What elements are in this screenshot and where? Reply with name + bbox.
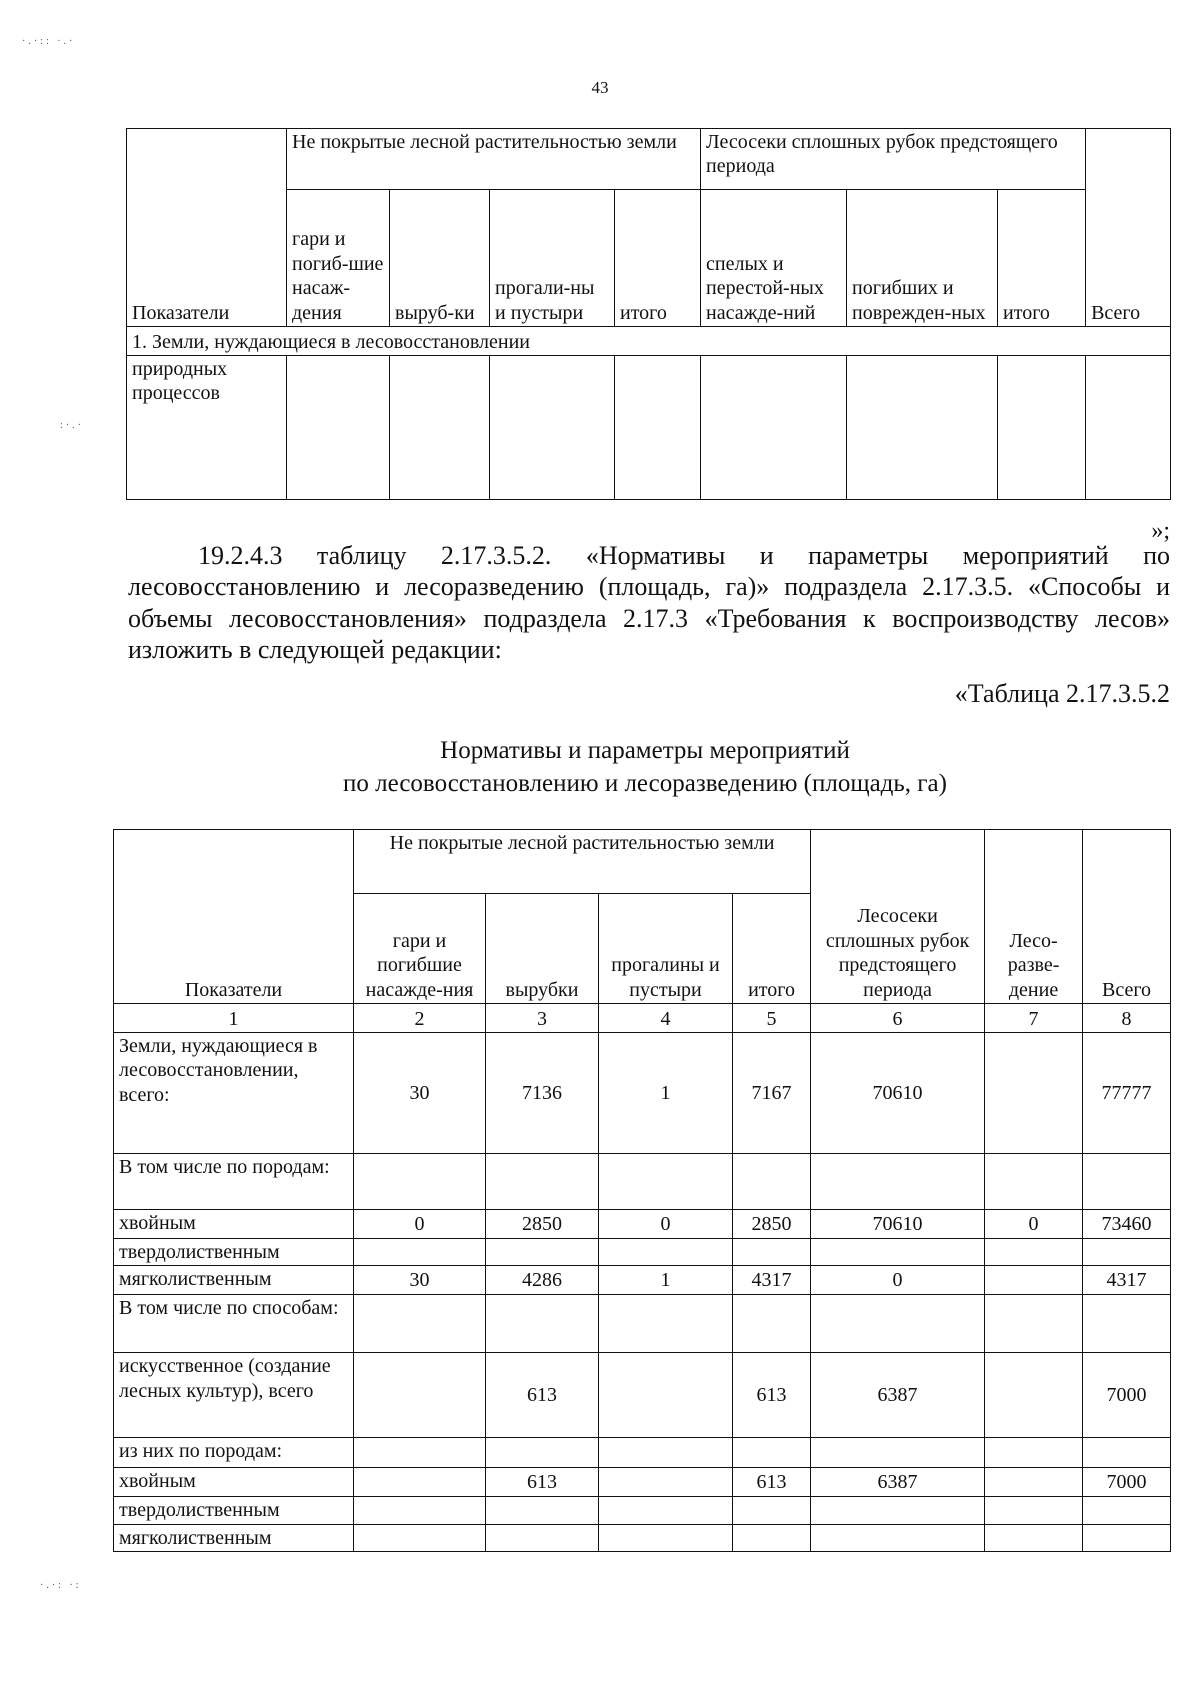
table-cell bbox=[811, 1438, 985, 1468]
table-cell bbox=[486, 1239, 599, 1266]
table-cell bbox=[599, 1154, 733, 1210]
table1-cell bbox=[847, 356, 998, 500]
table-cell: 4317 bbox=[733, 1266, 811, 1295]
table-cell: 4286 bbox=[486, 1266, 599, 1295]
table-label: «Таблица 2.17.3.5.2 bbox=[954, 679, 1170, 708]
table-cell: 7167 bbox=[733, 1033, 811, 1154]
table-cell: 2850 bbox=[733, 1210, 811, 1239]
table-cell bbox=[354, 1353, 486, 1438]
table-cell bbox=[354, 1468, 486, 1497]
table-cell bbox=[486, 1497, 599, 1524]
column-number: 3 bbox=[486, 1004, 599, 1033]
table-cell: 613 bbox=[733, 1468, 811, 1497]
table-cell: 30 bbox=[354, 1266, 486, 1295]
table2-col6-header: Лесосеки сплошных рубок предстоящего периода bbox=[811, 830, 985, 1004]
table2-corner-header: Показатели bbox=[114, 830, 354, 1004]
table1-col-b1: спелых и перестой-ных насажде-ний bbox=[701, 190, 847, 327]
table1-col-a1: гари и погиб-шие насаж-дения bbox=[287, 190, 390, 327]
table1-cell bbox=[701, 356, 847, 500]
column-number: 4 bbox=[599, 1004, 733, 1033]
table1-col-a3: прогали-ны и пустыри bbox=[490, 190, 615, 327]
table-cell: 6387 bbox=[811, 1468, 985, 1497]
row-label: из них по породам: bbox=[114, 1438, 354, 1468]
table1-section-row: 1. Земли, нуждающиеся в лесовосстановлении bbox=[127, 327, 1171, 356]
table-cell bbox=[985, 1524, 1083, 1551]
table-cell: 613 bbox=[486, 1468, 599, 1497]
table-title-line2: по лесовосстановлению и лесоразведению (площадь, га) bbox=[343, 770, 947, 797]
table-cell bbox=[811, 1295, 985, 1353]
table-cell: 7000 bbox=[1083, 1353, 1171, 1438]
table2-col2-header: гари и погибшие насажде-ния bbox=[354, 894, 486, 1004]
row-label: хвойным bbox=[114, 1468, 354, 1497]
table-cell: 6387 bbox=[811, 1353, 985, 1438]
table1-group-b-header: Лесосеки сплошных рубок предстоящего периода bbox=[701, 129, 1086, 190]
table2-col4-header: прогалины и пустыри bbox=[599, 894, 733, 1004]
table-cell bbox=[985, 1468, 1083, 1497]
table-cell: 7000 bbox=[1083, 1468, 1171, 1497]
table-cell: 30 bbox=[354, 1033, 486, 1154]
table1-col-b2: погибших и поврежден-ных bbox=[847, 190, 998, 327]
table-cell bbox=[354, 1239, 486, 1266]
table-cell bbox=[1083, 1497, 1171, 1524]
table-cell: 0 bbox=[599, 1210, 733, 1239]
row-label: хвойным bbox=[114, 1210, 354, 1239]
table1-col-a2: выруб-ки bbox=[390, 190, 490, 327]
table2-col3-header: вырубки bbox=[486, 894, 599, 1004]
table-cell bbox=[985, 1266, 1083, 1295]
table-cell bbox=[985, 1295, 1083, 1353]
column-number: 5 bbox=[733, 1004, 811, 1033]
table-cell bbox=[599, 1353, 733, 1438]
row-label: твердолиственным bbox=[114, 1239, 354, 1266]
table-cell bbox=[811, 1497, 985, 1524]
table-cell: 613 bbox=[733, 1353, 811, 1438]
row-label: мягколиственным bbox=[114, 1266, 354, 1295]
table-cell bbox=[733, 1295, 811, 1353]
table1-row-label: природных процессов bbox=[127, 356, 287, 500]
table-cell: 7136 bbox=[486, 1033, 599, 1154]
table-cell bbox=[354, 1295, 486, 1353]
table-cell bbox=[1083, 1438, 1171, 1468]
table-cell bbox=[733, 1438, 811, 1468]
table-cell bbox=[1083, 1239, 1171, 1266]
table-cell bbox=[354, 1438, 486, 1468]
table2-group-header: Не покрытые лесной растительностью земли bbox=[354, 830, 811, 894]
table-cell bbox=[599, 1524, 733, 1551]
table-row bbox=[114, 1239, 1171, 1266]
column-number: 2 bbox=[354, 1004, 486, 1033]
table-cell bbox=[486, 1295, 599, 1353]
table1-cell bbox=[615, 356, 701, 500]
table-row bbox=[114, 1210, 1171, 1239]
table-cell bbox=[733, 1524, 811, 1551]
column-number: 6 bbox=[811, 1004, 985, 1033]
table-cell: 0 bbox=[985, 1210, 1083, 1239]
table-cell bbox=[811, 1239, 985, 1266]
column-number: 7 bbox=[985, 1004, 1083, 1033]
table-cell: 1 bbox=[599, 1033, 733, 1154]
table-row bbox=[114, 1524, 1171, 1551]
page-number: 43 bbox=[591, 78, 609, 97]
table-cell bbox=[599, 1239, 733, 1266]
table1-cell bbox=[998, 356, 1086, 500]
row-label: мягколиственным bbox=[114, 1524, 354, 1551]
table-cell bbox=[599, 1295, 733, 1353]
row-label: Земли, нуждающиеся в лесовосстановлении, всего: bbox=[114, 1033, 354, 1154]
table-cell bbox=[811, 1154, 985, 1210]
table-cell: 70610 bbox=[811, 1033, 985, 1154]
table-cell bbox=[1083, 1295, 1171, 1353]
table2-col8-header: Всего bbox=[1083, 830, 1171, 1004]
table-cell: 70610 bbox=[811, 1210, 985, 1239]
table-row bbox=[114, 1033, 1171, 1154]
row-label: В том числе по способам: bbox=[114, 1295, 354, 1353]
table-cell bbox=[733, 1239, 811, 1266]
closing-quote: »; bbox=[1151, 518, 1170, 544]
table-cell: 1 bbox=[599, 1266, 733, 1295]
table-cell: 0 bbox=[811, 1266, 985, 1295]
table1-cell bbox=[390, 356, 490, 500]
table1-group-a-header: Не покрытые лесной растительностью земли bbox=[287, 129, 701, 190]
column-number: 1 bbox=[114, 1004, 354, 1033]
table-cell bbox=[985, 1497, 1083, 1524]
table-cell: 2850 bbox=[486, 1210, 599, 1239]
amendment-paragraph bbox=[128, 540, 1170, 666]
table1-cell bbox=[1086, 356, 1171, 500]
table-cell bbox=[733, 1497, 811, 1524]
table-cell bbox=[599, 1438, 733, 1468]
table-cell bbox=[354, 1154, 486, 1210]
table2-number-row bbox=[114, 1004, 1171, 1033]
table-cell bbox=[985, 1353, 1083, 1438]
table-cell bbox=[811, 1524, 985, 1551]
table-title bbox=[0, 734, 1200, 800]
table-cell bbox=[486, 1438, 599, 1468]
table-cell: 4317 bbox=[1083, 1266, 1171, 1295]
scan-noise: ·.·:: ·.· bbox=[22, 36, 76, 47]
table-row bbox=[114, 1295, 1171, 1353]
table-cell: 613 bbox=[486, 1353, 599, 1438]
table1-col-a4: итого bbox=[615, 190, 701, 327]
column-number: 8 bbox=[1083, 1004, 1171, 1033]
table1-col-b3: итого bbox=[998, 190, 1086, 327]
amendment-text: 19.2.4.3 таблицу 2.17.3.5.2. «Нормативы и параметры мероприятий по лесовосстановлению и лесоразведению (площадь, га)» подраздела 2.17.3.5. «Способы и объемы лесовосстановления» подраздела 2.17.3 «Требования к воспроизводству лесов» изложить в следующей редакции: bbox=[128, 541, 1170, 665]
table-row bbox=[114, 1353, 1171, 1438]
table2-col5-header: итого bbox=[733, 894, 811, 1004]
table-title-line1: Нормативы и параметры мероприятий bbox=[440, 737, 850, 764]
table-cell: 73460 bbox=[1083, 1210, 1171, 1239]
scan-noise: ·.·: ·: bbox=[40, 1580, 82, 1591]
table-row bbox=[114, 1438, 1171, 1468]
table-cell bbox=[599, 1497, 733, 1524]
table-cell bbox=[1083, 1524, 1171, 1551]
table-cell bbox=[985, 1154, 1083, 1210]
table-cell bbox=[733, 1154, 811, 1210]
table-fragment-previous bbox=[126, 128, 1171, 500]
table2-col7-header: Лесо-разве-дение bbox=[985, 830, 1083, 1004]
table-cell bbox=[354, 1497, 486, 1524]
row-label: твердолиственным bbox=[114, 1497, 354, 1524]
table-cell bbox=[1083, 1154, 1171, 1210]
table-cell bbox=[486, 1524, 599, 1551]
table-row bbox=[114, 1468, 1171, 1497]
table-cell: 77777 bbox=[1083, 1033, 1171, 1154]
table-cell: 0 bbox=[354, 1210, 486, 1239]
table1-corner-header: Показатели bbox=[127, 129, 287, 327]
standards-table bbox=[113, 829, 1171, 1552]
table1-total-header: Всего bbox=[1086, 129, 1171, 327]
table-cell bbox=[354, 1524, 486, 1551]
table1-cell bbox=[287, 356, 390, 500]
scan-noise: :·.· bbox=[60, 420, 84, 431]
table-cell bbox=[599, 1468, 733, 1497]
table-row bbox=[114, 1266, 1171, 1295]
table-cell bbox=[486, 1154, 599, 1210]
table-cell bbox=[985, 1033, 1083, 1154]
table-row bbox=[114, 1154, 1171, 1210]
row-label: В том числе по породам: bbox=[114, 1154, 354, 1210]
table-row bbox=[114, 1497, 1171, 1524]
row-label: искусственное (создание лесных культур), всего bbox=[114, 1353, 354, 1438]
table-cell bbox=[985, 1438, 1083, 1468]
table-cell bbox=[985, 1239, 1083, 1266]
table1-cell bbox=[490, 356, 615, 500]
